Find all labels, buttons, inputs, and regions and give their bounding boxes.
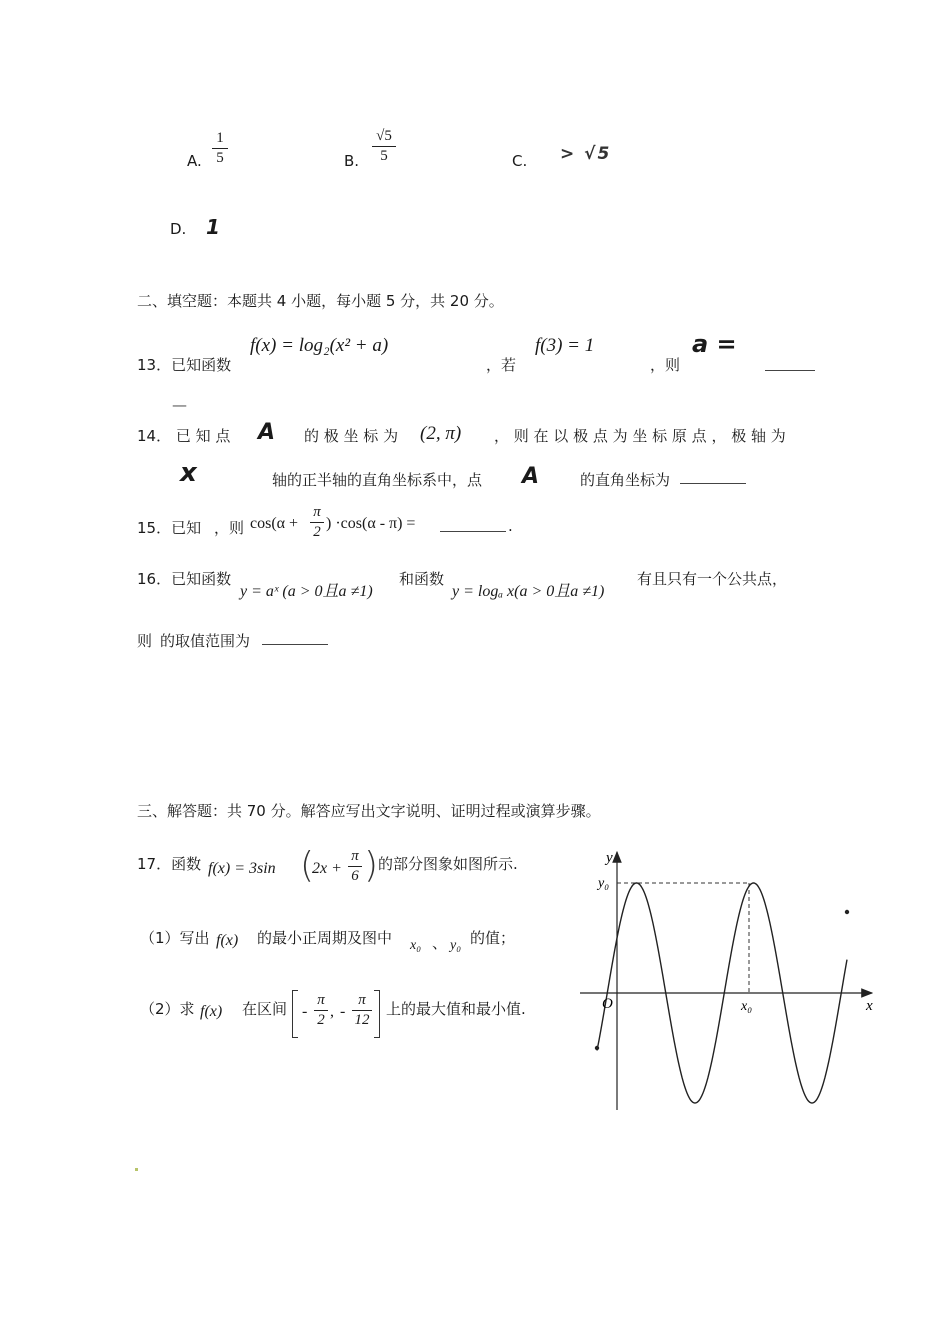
q14-point-a-2: A <box>522 464 540 489</box>
option-b-numerator: √5 <box>376 128 392 144</box>
q15-frac-den: 2 <box>313 524 321 540</box>
option-a-denominator: 5 <box>216 150 224 166</box>
graph-x0-label: x₀ <box>741 999 753 1014</box>
q17-f-lhs: f(x) = 3sin <box>208 860 276 877</box>
q17-fraction <box>348 848 362 885</box>
q15-fraction <box>310 504 324 541</box>
option-a-numerator: 1 <box>216 130 224 146</box>
q14-text2: ， 则 在 以 极 点 为 坐 标 原 点 ， 极 轴 为 <box>494 427 786 445</box>
q17-tail: 的部分图象如图所示. <box>378 855 518 873</box>
graph-origin-label: O <box>602 996 613 1012</box>
q15-answer-blank <box>440 517 506 532</box>
graph-x-axis-label: x <box>866 998 873 1014</box>
q16-line2b: 的取值范围为 <box>160 632 251 650</box>
q16-number: 16．已知函数 <box>137 570 232 588</box>
q17-frac-den: 6 <box>351 868 359 884</box>
q16-function1: y = aˣ (a > 0且a ≠1) <box>240 583 373 600</box>
q14-point-a: A <box>258 420 276 445</box>
q14-answer-blank <box>680 469 746 484</box>
q14-number: 14． 已 知 点 <box>137 427 231 445</box>
option-b-label: B. <box>344 152 360 170</box>
q17-part2-comma: , <box>330 1003 334 1020</box>
section3-heading: 三、解答题：共 70 分。解答应写出文字说明、证明过程或演算步骤。 <box>137 802 601 820</box>
q17-paren-right: ) <box>364 845 379 886</box>
q17-part2-a-sign: - <box>302 1003 308 1020</box>
q17-part2-b-num: π <box>358 992 366 1008</box>
q13-function: f(x) = log₂(x² + a) <box>250 335 389 356</box>
q17-part2-a-num: π <box>317 992 325 1008</box>
q17-bracket-right <box>374 990 380 1038</box>
q16-function2: y = logₐ x(a > 0且a ≠1) <box>452 583 605 600</box>
q17-part1-text: 的最小正周期及图中 <box>257 929 393 947</box>
q13-then: ，则 <box>650 356 681 374</box>
q13-mid: ，若 <box>486 356 517 374</box>
q13-dash: — <box>172 396 187 414</box>
q17-part2-text: 在区间 <box>242 1000 288 1018</box>
q17-part2-end: 上的最大值和最小值. <box>386 1000 526 1018</box>
q13-variable: a = <box>692 330 737 358</box>
option-b-fraction <box>372 128 396 165</box>
q17-part2-b-sign: - <box>340 1003 346 1020</box>
q17-part1-x0: x₀ <box>410 938 422 953</box>
q17-part2-b-fraction <box>352 992 372 1029</box>
graph-left-endpoint <box>595 1046 599 1050</box>
q15-frac-num: π <box>313 504 321 520</box>
q14-x-glyph: x <box>180 458 197 488</box>
q17-part2-a-fraction <box>314 992 328 1029</box>
option-b-denominator: 5 <box>380 148 388 164</box>
q14-text3: 轴的正半轴的直角坐标系中，点 <box>272 471 483 489</box>
option-d-label: D. <box>170 220 187 238</box>
graph-y-axis-label: y <box>606 850 613 866</box>
stray-dot <box>135 1168 138 1171</box>
q17-part1-end: 的值； <box>470 929 516 947</box>
q15-text: ，则 <box>214 519 245 537</box>
q17-bracket-left <box>292 990 298 1038</box>
q13-condition: f(3) = 1 <box>535 335 595 356</box>
graph-y0-label: y₀ <box>598 876 610 891</box>
q15-end: . <box>508 517 513 535</box>
q17-paren-left: ( <box>300 845 315 886</box>
q17-arg-pre: 2x + <box>312 860 342 877</box>
q17-part2-f: f(x) <box>200 1003 223 1020</box>
q15-number: 15．已知 <box>137 519 202 537</box>
q17-frac-num: π <box>351 848 359 864</box>
q14-text1: 的 极 坐 标 为 <box>304 427 399 445</box>
q17-part2-a-den: 2 <box>317 1012 325 1028</box>
q16-line2: 则 <box>137 632 153 650</box>
q17-part2-b-den: 12 <box>354 1012 370 1028</box>
option-c-garbled-glyph: > √5 <box>560 144 612 164</box>
option-d-value: 1 <box>206 215 220 239</box>
q13-answer-blank <box>765 356 815 371</box>
sine-graph <box>560 840 890 1120</box>
section2-heading: 二、填空题：本题共 4 小题，每小题 5 分，共 20 分。 <box>137 292 504 310</box>
q14-text4: 的直角坐标为 <box>580 471 671 489</box>
q17-part2-label: （2）求 <box>140 1000 195 1018</box>
graph-right-endpoint <box>845 910 849 914</box>
q15-expr-pre: cos(α + <box>250 515 299 532</box>
q17-number: 17．函数 <box>137 855 202 873</box>
option-a-label: A. <box>187 152 202 170</box>
q17-part1-y0: y₀ <box>450 938 462 953</box>
q13-number: 13．已知函数 <box>137 356 232 374</box>
q17-part1-sep: 、 <box>432 934 448 952</box>
option-c-label: C. <box>512 152 528 170</box>
q16-answer-blank <box>262 630 328 645</box>
q15-expr-post: ) ·cos(α - π) = <box>326 515 416 532</box>
q16-mid: 和函数 <box>399 570 445 588</box>
q14-coordinate: (2, π) <box>420 423 462 444</box>
q17-part1-label: （1）写出 <box>140 929 210 947</box>
q16-tail: 有且只有一个公共点， <box>637 570 788 588</box>
option-a-fraction <box>212 130 228 167</box>
q17-part1-f: f(x) <box>216 932 239 949</box>
